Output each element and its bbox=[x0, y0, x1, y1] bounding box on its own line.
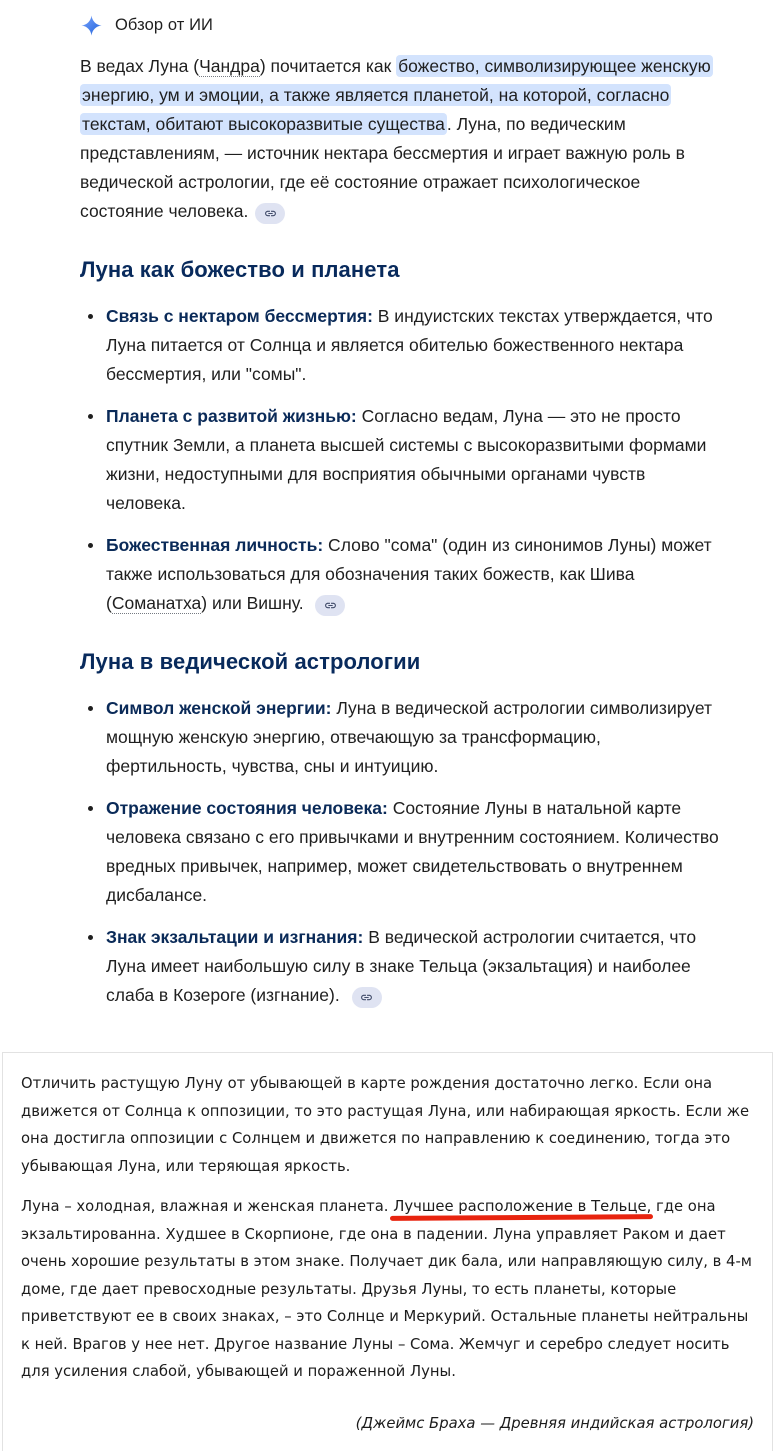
bullet-list bbox=[86, 302, 723, 618]
bullet-item bbox=[86, 402, 723, 518]
bullet-lead: Божественная личность: bbox=[106, 535, 324, 555]
section-moon-deity-planet bbox=[80, 257, 723, 618]
bullet-list bbox=[86, 694, 723, 1010]
bullet-item bbox=[86, 794, 723, 910]
chandra-link[interactable]: Чандра bbox=[199, 56, 260, 76]
bullet-text: Согласно ведам, Луна — это не просто спутник Земли, а планета высшей системы с высокоразвитыми формами жизни, недоступными для восприятия обычными органами чувств человека. bbox=[106, 406, 707, 513]
bullet-item bbox=[86, 302, 723, 389]
link-icon bbox=[264, 207, 277, 220]
intro-text-post: . Луна, по ведическим представлениям, — источник нектара бессмертия и играет важную роль в ведической астрологии, где её состояние отражает психологическое состояние человека. bbox=[80, 114, 685, 221]
intro-text-pre: В ведах Луна ( bbox=[80, 56, 200, 76]
bullet-lead: Символ женской энергии: bbox=[106, 698, 332, 718]
excerpt-text-post: где она экзальтированна. Худшее в Скорпионе, где она в падении. Луна управляет Раком и дает очень хорошие результаты в этом знаке. Получает дик бала, или направляющую силу, в 4-м доме, где дает превосходные результаты. Друзья Луны, то есть планеты, которые приветствуют ее в своих знаках, – это Солнце и Меркурий. Остальные планеты нейтральны к ней. Врагов у нее нет. Другое название Луны – Сома. Жемчуг и серебро следует носить для усиления слабой, убывающей и пораженной Луны. bbox=[21, 1198, 752, 1380]
section-heading: Луна как божество и планета bbox=[80, 257, 400, 282]
quote-attribution: (Джеймс Браха — Древняя индийская астрология) bbox=[355, 1414, 754, 1432]
link-icon bbox=[360, 991, 373, 1004]
excerpt-text-pre: Луна – холодная, влажная и женская планета. bbox=[21, 1198, 394, 1215]
bullet-text: Луна в ведической астрологии символизирует мощную женскую энергию, отвечающую за трансформацию, фертильность, чувства, сны и интуицию. bbox=[106, 698, 712, 776]
bullet-lead: Планета с развитой жизнью: bbox=[106, 406, 357, 426]
highlighted-text: божество, символизирующее женскую энергию, ум и эмоции, а также является планетой, на которой, согласно текстам, обитают высокоразвитые существа bbox=[82, 56, 711, 134]
link-icon bbox=[324, 599, 337, 612]
excerpt-paragraph-2 bbox=[21, 1193, 754, 1386]
gemini-sparkle-icon bbox=[80, 14, 103, 37]
bullet-item bbox=[86, 923, 723, 1010]
citation-chip[interactable] bbox=[255, 203, 285, 224]
intro-text-mid: ) почитается как bbox=[259, 56, 397, 76]
section-moon-vedic-astrology bbox=[80, 649, 723, 1010]
bullet-text: В ведической астрологии считается, что Луна имеет наибольшую силу в знаке Тельца (экзальтация) и наиболее слаба в Козероге (изгнание). bbox=[106, 927, 697, 1005]
bullet-item bbox=[86, 694, 723, 781]
ai-overview-header bbox=[80, 14, 723, 37]
bullet-text: Слово "сома" (один из синонимов Луны) может также использоваться для обозначения таких божеств, как Шива ( bbox=[106, 535, 712, 613]
citation-chip[interactable] bbox=[315, 595, 345, 616]
bullet-item bbox=[86, 531, 723, 618]
citation-chip[interactable] bbox=[352, 987, 382, 1008]
bullet-text: ) или Вишну. bbox=[201, 593, 304, 613]
bullet-lead: Отражение состояния человека: bbox=[106, 798, 388, 818]
inline-link[interactable]: Соманатха bbox=[111, 593, 202, 613]
bullet-lead: Знак экзальтации и изгнания: bbox=[106, 927, 364, 947]
book-excerpt-box bbox=[2, 1052, 773, 1451]
section-heading: Луна в ведической астрологии bbox=[80, 649, 421, 674]
excerpt-paragraph-1: Отличить растущую Луну от убывающей в карте рождения достаточно легко. Если она движется от Солнца к оппозиции, то это растущая Луна, или набирающая яркость. Если же она достигла оппозиции с Солнцем и движется по направлению к соединению, тогда это убывающая Луна, или теряющая яркость. bbox=[21, 1075, 750, 1175]
red-underlined-phrase: Лучшее расположение в Тельце, bbox=[393, 1198, 652, 1215]
bullet-text: В индуистских текстах утверждается, что Луна питается от Солнца и является обителью божественного нектара бессмертия, или "сомы". bbox=[106, 306, 713, 384]
ai-overview-title: Обзор от ИИ bbox=[115, 16, 214, 34]
bullet-text: Состояние Луны в натальной карте человека связано с его привычками и внутренним состоянием. Количество вредных привычек, например, может свидетельствовать о внутреннем дисбалансе. bbox=[106, 798, 719, 905]
bullet-lead: Связь с нектаром бессмертия: bbox=[106, 306, 373, 326]
intro-paragraph bbox=[80, 52, 723, 226]
